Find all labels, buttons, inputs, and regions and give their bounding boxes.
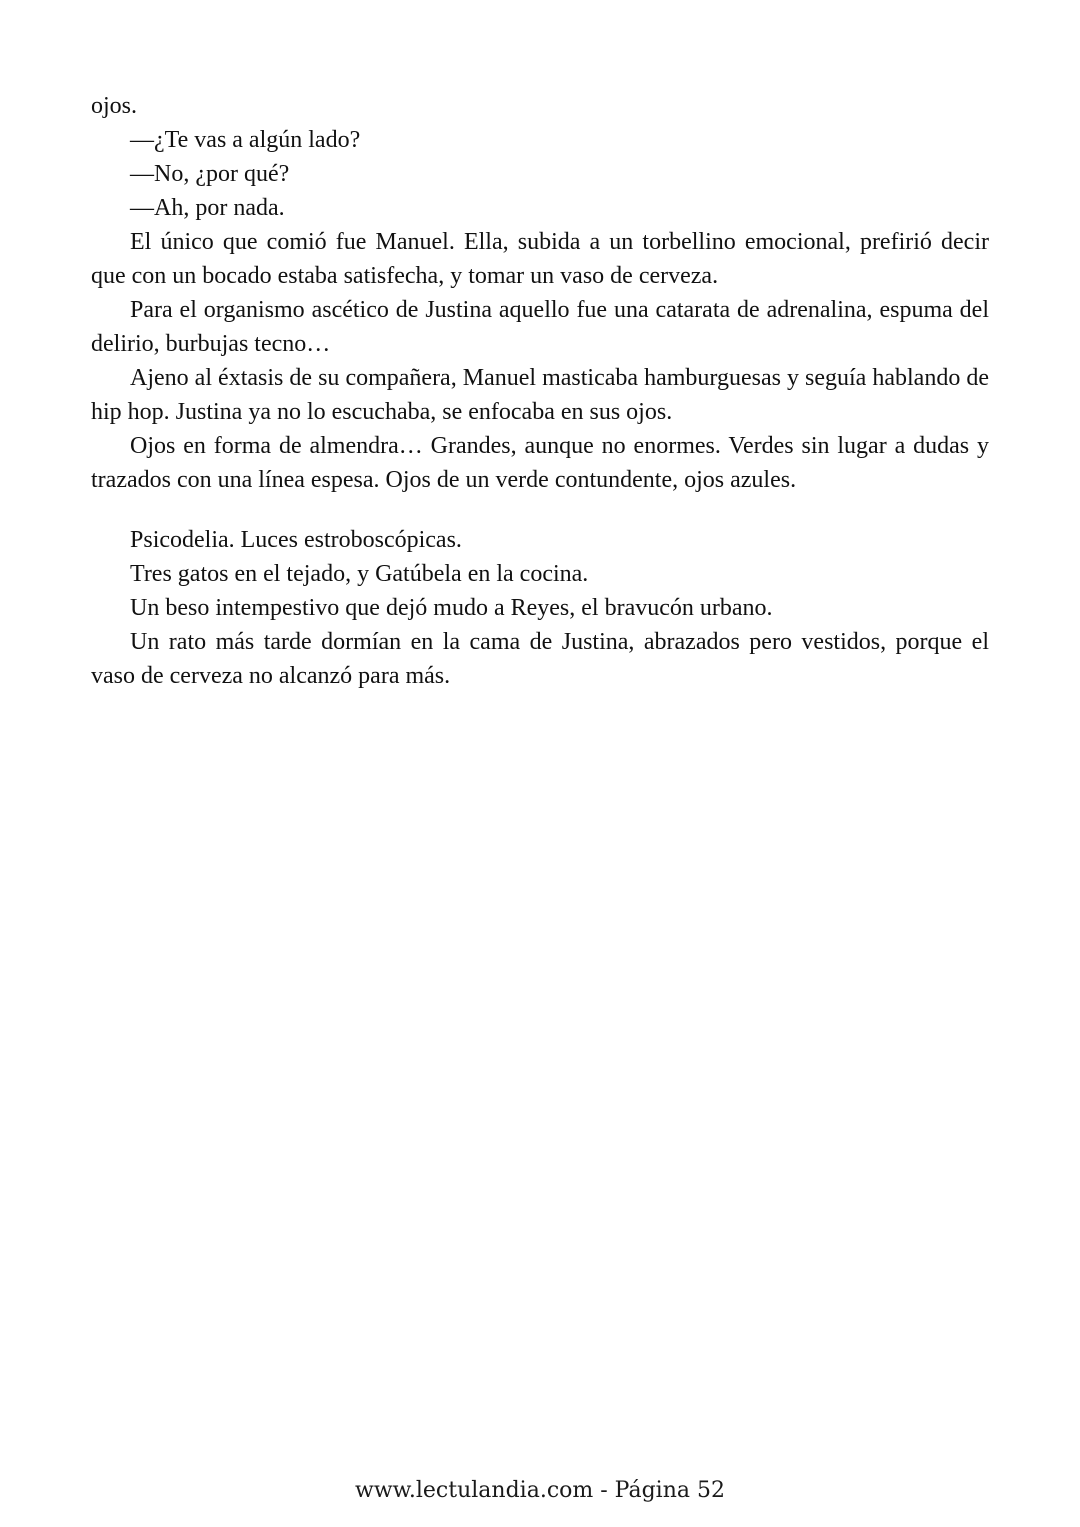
paragraph: Ojos en forma de almendra… Grandes, aunque no enormes. Verdes sin lugar a dudas y trazados con una línea espesa. Ojos de un verde contundente, ojos azules. <box>91 433 989 493</box>
dialogue-line: —Ah, por nada. <box>130 195 285 221</box>
text-section-2 <box>91 523 989 693</box>
dialogue-line: —¿Te vas a algún lado? <box>130 127 361 153</box>
dialogue-line: —No, ¿por qué? <box>130 161 290 187</box>
page-body <box>91 89 989 693</box>
paragraph: Un rato más tarde dormían en la cama de Justina, abrazados pero vestidos, porque el vaso de cerveza no alcanzó para más. <box>91 629 989 689</box>
page-footer <box>0 1475 1080 1507</box>
paragraph: ojos. <box>91 93 138 119</box>
paragraph: Psicodelia. Luces estroboscópicas. <box>130 527 462 553</box>
text-section-1 <box>91 89 989 497</box>
footer-text: www.lectulandia.com - Página 52 <box>355 1478 725 1503</box>
paragraph: El único que comió fue Manuel. Ella, subida a un torbellino emocional, prefirió decir que con un bocado estaba satisfecha, y tomar un vaso de cerveza. <box>91 229 989 289</box>
paragraph: Ajeno al éxtasis de su compañera, Manuel masticaba hamburguesas y seguía hablando de hip hop. Justina ya no lo escuchaba, se enfocaba en sus ojos. <box>91 365 989 425</box>
paragraph: Para el organismo ascético de Justina aquello fue una catarata de adrenalina, espuma del delirio, burbujas tecno… <box>91 297 989 357</box>
paragraph: Tres gatos en el tejado, y Gatúbela en la cocina. <box>130 561 589 587</box>
paragraph: Un beso intempestivo que dejó mudo a Reyes, el bravucón urbano. <box>130 595 773 621</box>
section-break <box>91 497 989 523</box>
